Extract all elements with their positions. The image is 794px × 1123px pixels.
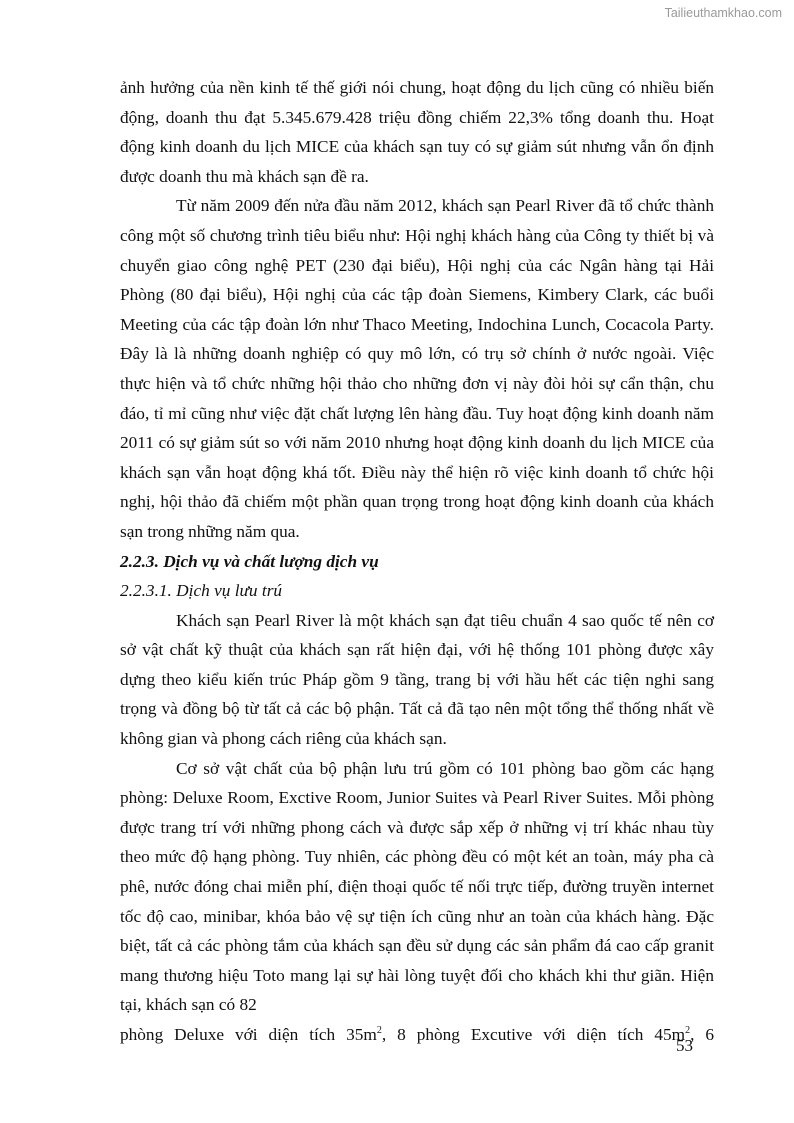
paragraph-rooms-last-line (120, 1020, 714, 1050)
rooms-text-c: , 6 (690, 1025, 714, 1044)
rooms-text-a: phòng Deluxe với diện tích 35m (120, 1025, 377, 1044)
superscript-a: 2 (376, 1025, 382, 1037)
rooms-text-b: , 8 phòng Excutive với diện tích 45m (381, 1025, 686, 1044)
superscript-b: 2 (685, 1025, 691, 1037)
paragraph-rooms: Cơ sở vật chất của bộ phận lưu trú gồm có 101 phòng bao gồm các hạng phòng: Deluxe Room, Exctive Room, Junior Suites và Pearl River Suites. Mỗi phòng được trang trí với những phong cách và được sắp xếp ở những vị trí khác nhau tùy theo mức độ hạng phòng. Tuy nhiên, các phòng đều có một két an toàn, máy pha cà phê, nước đóng chai miễn phí, điện thoại quốc tế nối trực tiếp, đường truyền internet tốc độ cao, minibar, khóa bảo vệ sự tiện ích cũng như an toàn của khách hàng. Đặc biệt, tất cả các phòng tắm của khách sạn đều sử dụng các sản phẩm đá cao cấp granit mang thương hiệu Toto mang lại sự hài lòng tuyệt đối cho khách khi thư giãn. Hiện tại, khách sạn có 82 (120, 758, 714, 1015)
watermark: Tailieuthamkhao.com (664, 6, 782, 20)
paragraph-hotel-facilities: Khách sạn Pearl River là một khách sạn đạt tiêu chuẩn 4 sao quốc tế nên cơ sở vật chất kỹ thuật của khách sạn rất hiện đại, với hệ thống 101 phòng được xây dựng theo kiểu kiến trúc Pháp gồm 9 tầng, trang bị với hầu hết các tiện nghi sang trọng và đồng bộ từ tất cả các bộ phận. Tất cả đã tạo nên một tổng thể thống nhất về không gian và phong cách riêng của khách sạn. (120, 610, 714, 749)
body-text (120, 73, 714, 1050)
section-heading: 2.2.3. Dịch vụ và chất lượng dịch vụ (120, 551, 379, 571)
paragraph-revenue: ảnh hưởng của nền kinh tế thế giới nói chung, hoạt động du lịch cũng có nhiều biến động, doanh thu đạt 5.345.679.428 triệu đồng chiếm 22,3% tổng doanh thu. Hoạt động kinh doanh du lịch MICE của khách sạn tuy có sự giảm sút nhưng vẫn ổn định được doanh thu mà khách sạn đề ra. (120, 78, 714, 186)
paragraph-events: Từ năm 2009 đến nửa đầu năm 2012, khách sạn Pearl River đã tổ chức thành công một số chương trình tiêu biểu như: Hội nghị khách hàng của Công ty thiết bị và chuyển giao công nghệ PET (230 đại biểu), Hội nghị của các Ngân hàng tại Hải Phòng (80 đại biểu), Hội nghị của các tập đoàn Siemens, Kimbery Clark, các buổi Meeting của các tập đoàn lớn như Thaco Meeting, Indochina Lunch, Cocacola Party. Đây là là những doanh nghiệp có quy mô lớn, có trụ sở chính ở nước ngoài. Việc thực hiện và tổ chức những hội thảo cho những đơn vị này đòi hỏi sự cẩn thận, chu đáo, tỉ mỉ cũng như việc đặt chất lượng lên hàng đầu. Tuy hoạt động kinh doanh năm 2011 có sự giảm sút so với năm 2010 nhưng hoạt động kinh doanh du lịch MICE của khách sạn vẫn hoạt động khá tốt. Điều này thể hiện rõ việc kinh doanh tổ chức hội nghị, hội thảo đã chiếm một phần quan trọng trong hoạt động kinh doanh của khách sạn trong những năm qua. (120, 196, 714, 541)
subsection-heading: 2.2.3.1. Dịch vụ lưu trú (120, 581, 283, 601)
page-number: 53 (676, 1036, 693, 1055)
